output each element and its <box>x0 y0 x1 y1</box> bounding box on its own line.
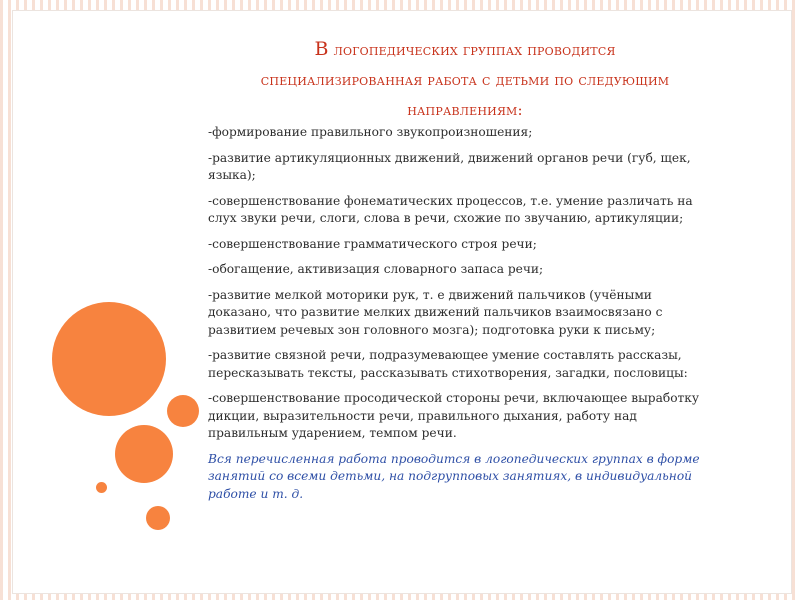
title-line-1 <box>200 34 730 65</box>
title-line-1-text: логопедических группах проводится <box>328 41 616 59</box>
title-lead-letter: В <box>314 38 329 60</box>
list-item: -развитие артикуляционных движений, движений органов речи (губ, щек, языка); <box>208 150 691 182</box>
list-item: -совершенствование просодической стороны речи, включающее выработку дикции, выразительности речи, правильного дыхания, работу над правильным ударением, темпом речи. <box>208 391 700 440</box>
slide-title <box>200 34 730 125</box>
list-item: -развитие связной речи, подразумевающее умение составлять рассказы, пересказывать тексты, рассказывать стихотворения, загадки, пословицы: <box>208 348 688 380</box>
list-item: -совершенствование фонематических процессов, т.е. умение различать на слух звуки речи, слоги, слова в речи, схожие по звучанию, артикуляции; <box>208 193 693 225</box>
summary-note: Вся перечисленная работа проводится в логопедических группах в форме занятий со всеми детьми, на подгрупповых занятиях, в индивидуальной работе и т. д. <box>208 451 700 501</box>
list-item: -формирование правильного звукопроизношения; <box>208 125 533 139</box>
decor-circle-dot <box>96 482 107 493</box>
slide-body <box>208 124 718 511</box>
title-line-3: направлениям: <box>407 101 523 119</box>
list-item: -развитие мелкой моторики рук, т. е движений пальчиков (учёными доказано, что развитие мелких движений пальчиков взаимосвязано с развитием речевых зон головного мозга); подготовка руки к письму; <box>208 287 663 337</box>
list-item: -обогащение, активизация словарного запаса речи; <box>208 262 544 276</box>
decor-circle-small <box>167 395 199 427</box>
title-line-2: специализированная работа с детьми по следующим <box>260 71 670 89</box>
decor-circle-medium <box>115 425 173 483</box>
decor-circle-small-lower <box>146 506 170 530</box>
list-item: -совершенствование грамматического строя речи; <box>208 236 537 251</box>
decor-circle-large <box>52 302 166 416</box>
